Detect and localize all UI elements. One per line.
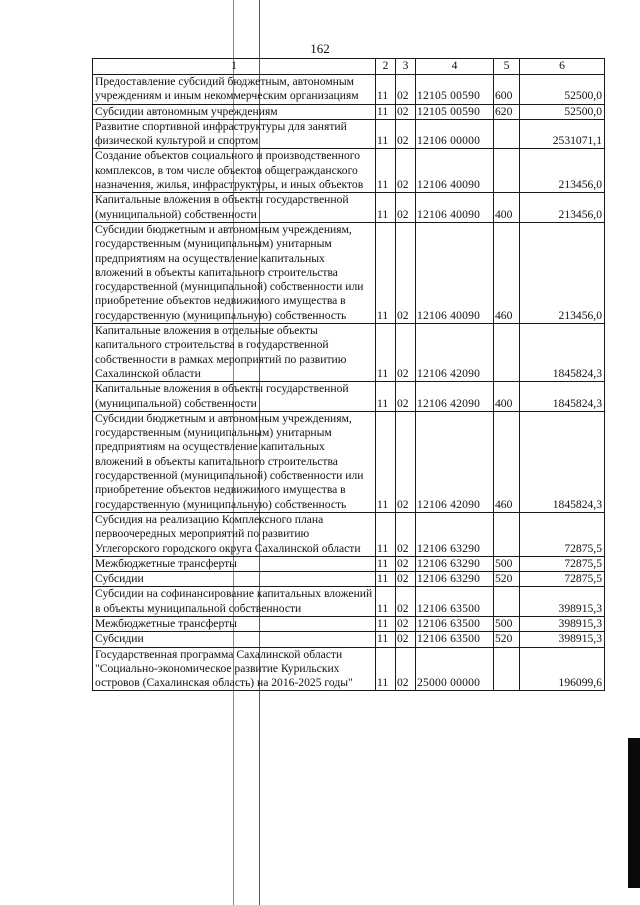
table-row	[93, 324, 605, 382]
amount-cell: 398915,3	[520, 616, 605, 631]
table-row	[93, 104, 605, 119]
section-cell: 11	[376, 222, 396, 323]
target-article-cell: 12106 00000	[416, 119, 494, 149]
section-cell: 11	[376, 632, 396, 647]
subsection-cell: 02	[396, 382, 416, 412]
column-header: 4	[416, 59, 494, 75]
column-header: 2	[376, 59, 396, 75]
column-header: 5	[494, 59, 520, 75]
expense-type-cell	[494, 324, 520, 382]
subsection-cell: 02	[396, 75, 416, 105]
row-name-cell: Капитальные вложения в объекты государственной (муниципальной) собственности	[93, 382, 376, 412]
section-cell: 11	[376, 512, 396, 556]
row-name-cell: Капитальные вложения в отдельные объекты капитального строительства в государственной собственности в рамках мероприятий по развитию Сахалинской области	[93, 324, 376, 382]
subsection-cell: 02	[396, 616, 416, 631]
subsection-cell: 02	[396, 222, 416, 323]
row-name-cell: Межбюджетные трансферты	[93, 616, 376, 631]
budget-table	[92, 58, 605, 691]
row-name-cell: Субсидия на реализацию Комплексного плана первоочередных мероприятий по развитию Углегорского городского округа Сахалинской области	[93, 512, 376, 556]
table-row	[93, 512, 605, 556]
expense-type-cell: 520	[494, 632, 520, 647]
section-cell: 11	[376, 119, 396, 149]
section-cell: 11	[376, 382, 396, 412]
target-article-cell: 12106 42090	[416, 411, 494, 512]
table-header-row	[93, 59, 605, 75]
expense-type-cell	[494, 647, 520, 691]
page-number: 162	[310, 41, 330, 56]
subsection-cell: 02	[396, 647, 416, 691]
row-name-cell: Создание объектов социального и производственного комплексов, в том числе объектов общегражданского назначения, жилья, инфраструктуры, и иных объектов	[93, 149, 376, 193]
section-cell: 11	[376, 104, 396, 119]
subsection-cell: 02	[396, 556, 416, 571]
expense-type-cell: 500	[494, 616, 520, 631]
table-row	[93, 556, 605, 571]
table-row	[93, 75, 605, 105]
amount-cell: 72875,5	[520, 572, 605, 587]
expense-type-cell	[494, 587, 520, 617]
amount-cell: 72875,5	[520, 556, 605, 571]
table-row	[93, 222, 605, 323]
subsection-cell: 02	[396, 193, 416, 223]
section-cell: 11	[376, 647, 396, 691]
expense-type-cell: 500	[494, 556, 520, 571]
subsection-cell: 02	[396, 324, 416, 382]
scan-edge-mark	[628, 738, 640, 888]
row-name-cell: Развитие спортивной инфраструктуры для занятий физической культурой и спортом	[93, 119, 376, 149]
section-cell: 11	[376, 193, 396, 223]
expense-type-cell: 520	[494, 572, 520, 587]
target-article-cell: 12106 63290	[416, 512, 494, 556]
target-article-cell: 12105 00590	[416, 75, 494, 105]
amount-cell: 398915,3	[520, 587, 605, 617]
target-article-cell: 12106 40090	[416, 193, 494, 223]
amount-cell: 1845824,3	[520, 324, 605, 382]
target-article-cell: 12106 63290	[416, 556, 494, 571]
row-name-cell: Субсидии бюджетным и автономным учреждениям, государственным (муниципальным) унитарным предприятиям на осуществление капитальных вложений в объекты капитального строительства государственной (муниципальной) собственности или приобретение объектов недвижимого имущества в государственную (муниципальную) собственность	[93, 222, 376, 323]
expense-type-cell: 600	[494, 75, 520, 105]
row-name-cell: Субсидии	[93, 572, 376, 587]
row-name-cell: Предоставление субсидий бюджетным, автономным учреждениям и иным некоммерческим организациям	[93, 75, 376, 105]
expense-type-cell: 460	[494, 411, 520, 512]
subsection-cell: 02	[396, 512, 416, 556]
section-cell: 11	[376, 587, 396, 617]
amount-cell: 213456,0	[520, 222, 605, 323]
expense-type-cell: 460	[494, 222, 520, 323]
amount-cell: 196099,6	[520, 647, 605, 691]
target-article-cell: 12106 63500	[416, 616, 494, 631]
expense-type-cell: 400	[494, 382, 520, 412]
section-cell: 11	[376, 324, 396, 382]
row-name-cell: Субсидии автономным учреждениям	[93, 104, 376, 119]
section-cell: 11	[376, 616, 396, 631]
subsection-cell: 02	[396, 587, 416, 617]
expense-type-cell	[494, 512, 520, 556]
amount-cell: 72875,5	[520, 512, 605, 556]
table-row	[93, 616, 605, 631]
target-article-cell: 12106 42090	[416, 382, 494, 412]
row-name-cell: Капитальные вложения в объекты государственной (муниципальной) собственности	[93, 193, 376, 223]
section-cell: 11	[376, 411, 396, 512]
table-row	[93, 411, 605, 512]
table-row	[93, 382, 605, 412]
target-article-cell: 12106 42090	[416, 324, 494, 382]
amount-cell: 52500,0	[520, 75, 605, 105]
target-article-cell: 25000 00000	[416, 647, 494, 691]
table-row	[93, 149, 605, 193]
subsection-cell: 02	[396, 149, 416, 193]
table-row	[93, 572, 605, 587]
expense-type-cell	[494, 119, 520, 149]
target-article-cell: 12106 63500	[416, 587, 494, 617]
expense-type-cell: 620	[494, 104, 520, 119]
column-header: 6	[520, 59, 605, 75]
table-row	[93, 647, 605, 691]
target-article-cell: 12106 40090	[416, 149, 494, 193]
amount-cell: 2531071,1	[520, 119, 605, 149]
expense-type-cell	[494, 149, 520, 193]
table-row	[93, 119, 605, 149]
expense-type-cell: 400	[494, 193, 520, 223]
amount-cell: 213456,0	[520, 149, 605, 193]
target-article-cell: 12106 63500	[416, 632, 494, 647]
subsection-cell: 02	[396, 572, 416, 587]
table-row	[93, 193, 605, 223]
subsection-cell: 02	[396, 104, 416, 119]
section-cell: 11	[376, 75, 396, 105]
amount-cell: 52500,0	[520, 104, 605, 119]
section-cell: 11	[376, 556, 396, 571]
subsection-cell: 02	[396, 411, 416, 512]
target-article-cell: 12105 00590	[416, 104, 494, 119]
target-article-cell: 12106 63290	[416, 572, 494, 587]
amount-cell: 398915,3	[520, 632, 605, 647]
target-article-cell: 12106 40090	[416, 222, 494, 323]
section-cell: 11	[376, 572, 396, 587]
column-header: 1	[93, 59, 376, 75]
row-name-cell: Субсидии бюджетным и автономным учреждениям, государственным (муниципальным) унитарным предприятиям на осуществление капитальных вложений в объекты капитального строительства государственной (муниципальной) собственности или приобретение объектов недвижимого имущества в государственную (муниципальную) собственность	[93, 411, 376, 512]
column-header: 3	[396, 59, 416, 75]
subsection-cell: 02	[396, 632, 416, 647]
amount-cell: 213456,0	[520, 193, 605, 223]
section-cell: 11	[376, 149, 396, 193]
table-row	[93, 587, 605, 617]
row-name-cell: Субсидии	[93, 632, 376, 647]
table-row	[93, 632, 605, 647]
amount-cell: 1845824,3	[520, 382, 605, 412]
amount-cell: 1845824,3	[520, 411, 605, 512]
row-name-cell: Субсидии на софинансирование капитальных вложений в объекты муниципальной собственности	[93, 587, 376, 617]
row-name-cell: Государственная программа Сахалинской области "Социально-экономическое развитие Курильских островов (Сахалинская область) на 2016-2025 годы"	[93, 647, 376, 691]
subsection-cell: 02	[396, 119, 416, 149]
row-name-cell: Межбюджетные трансферты	[93, 556, 376, 571]
